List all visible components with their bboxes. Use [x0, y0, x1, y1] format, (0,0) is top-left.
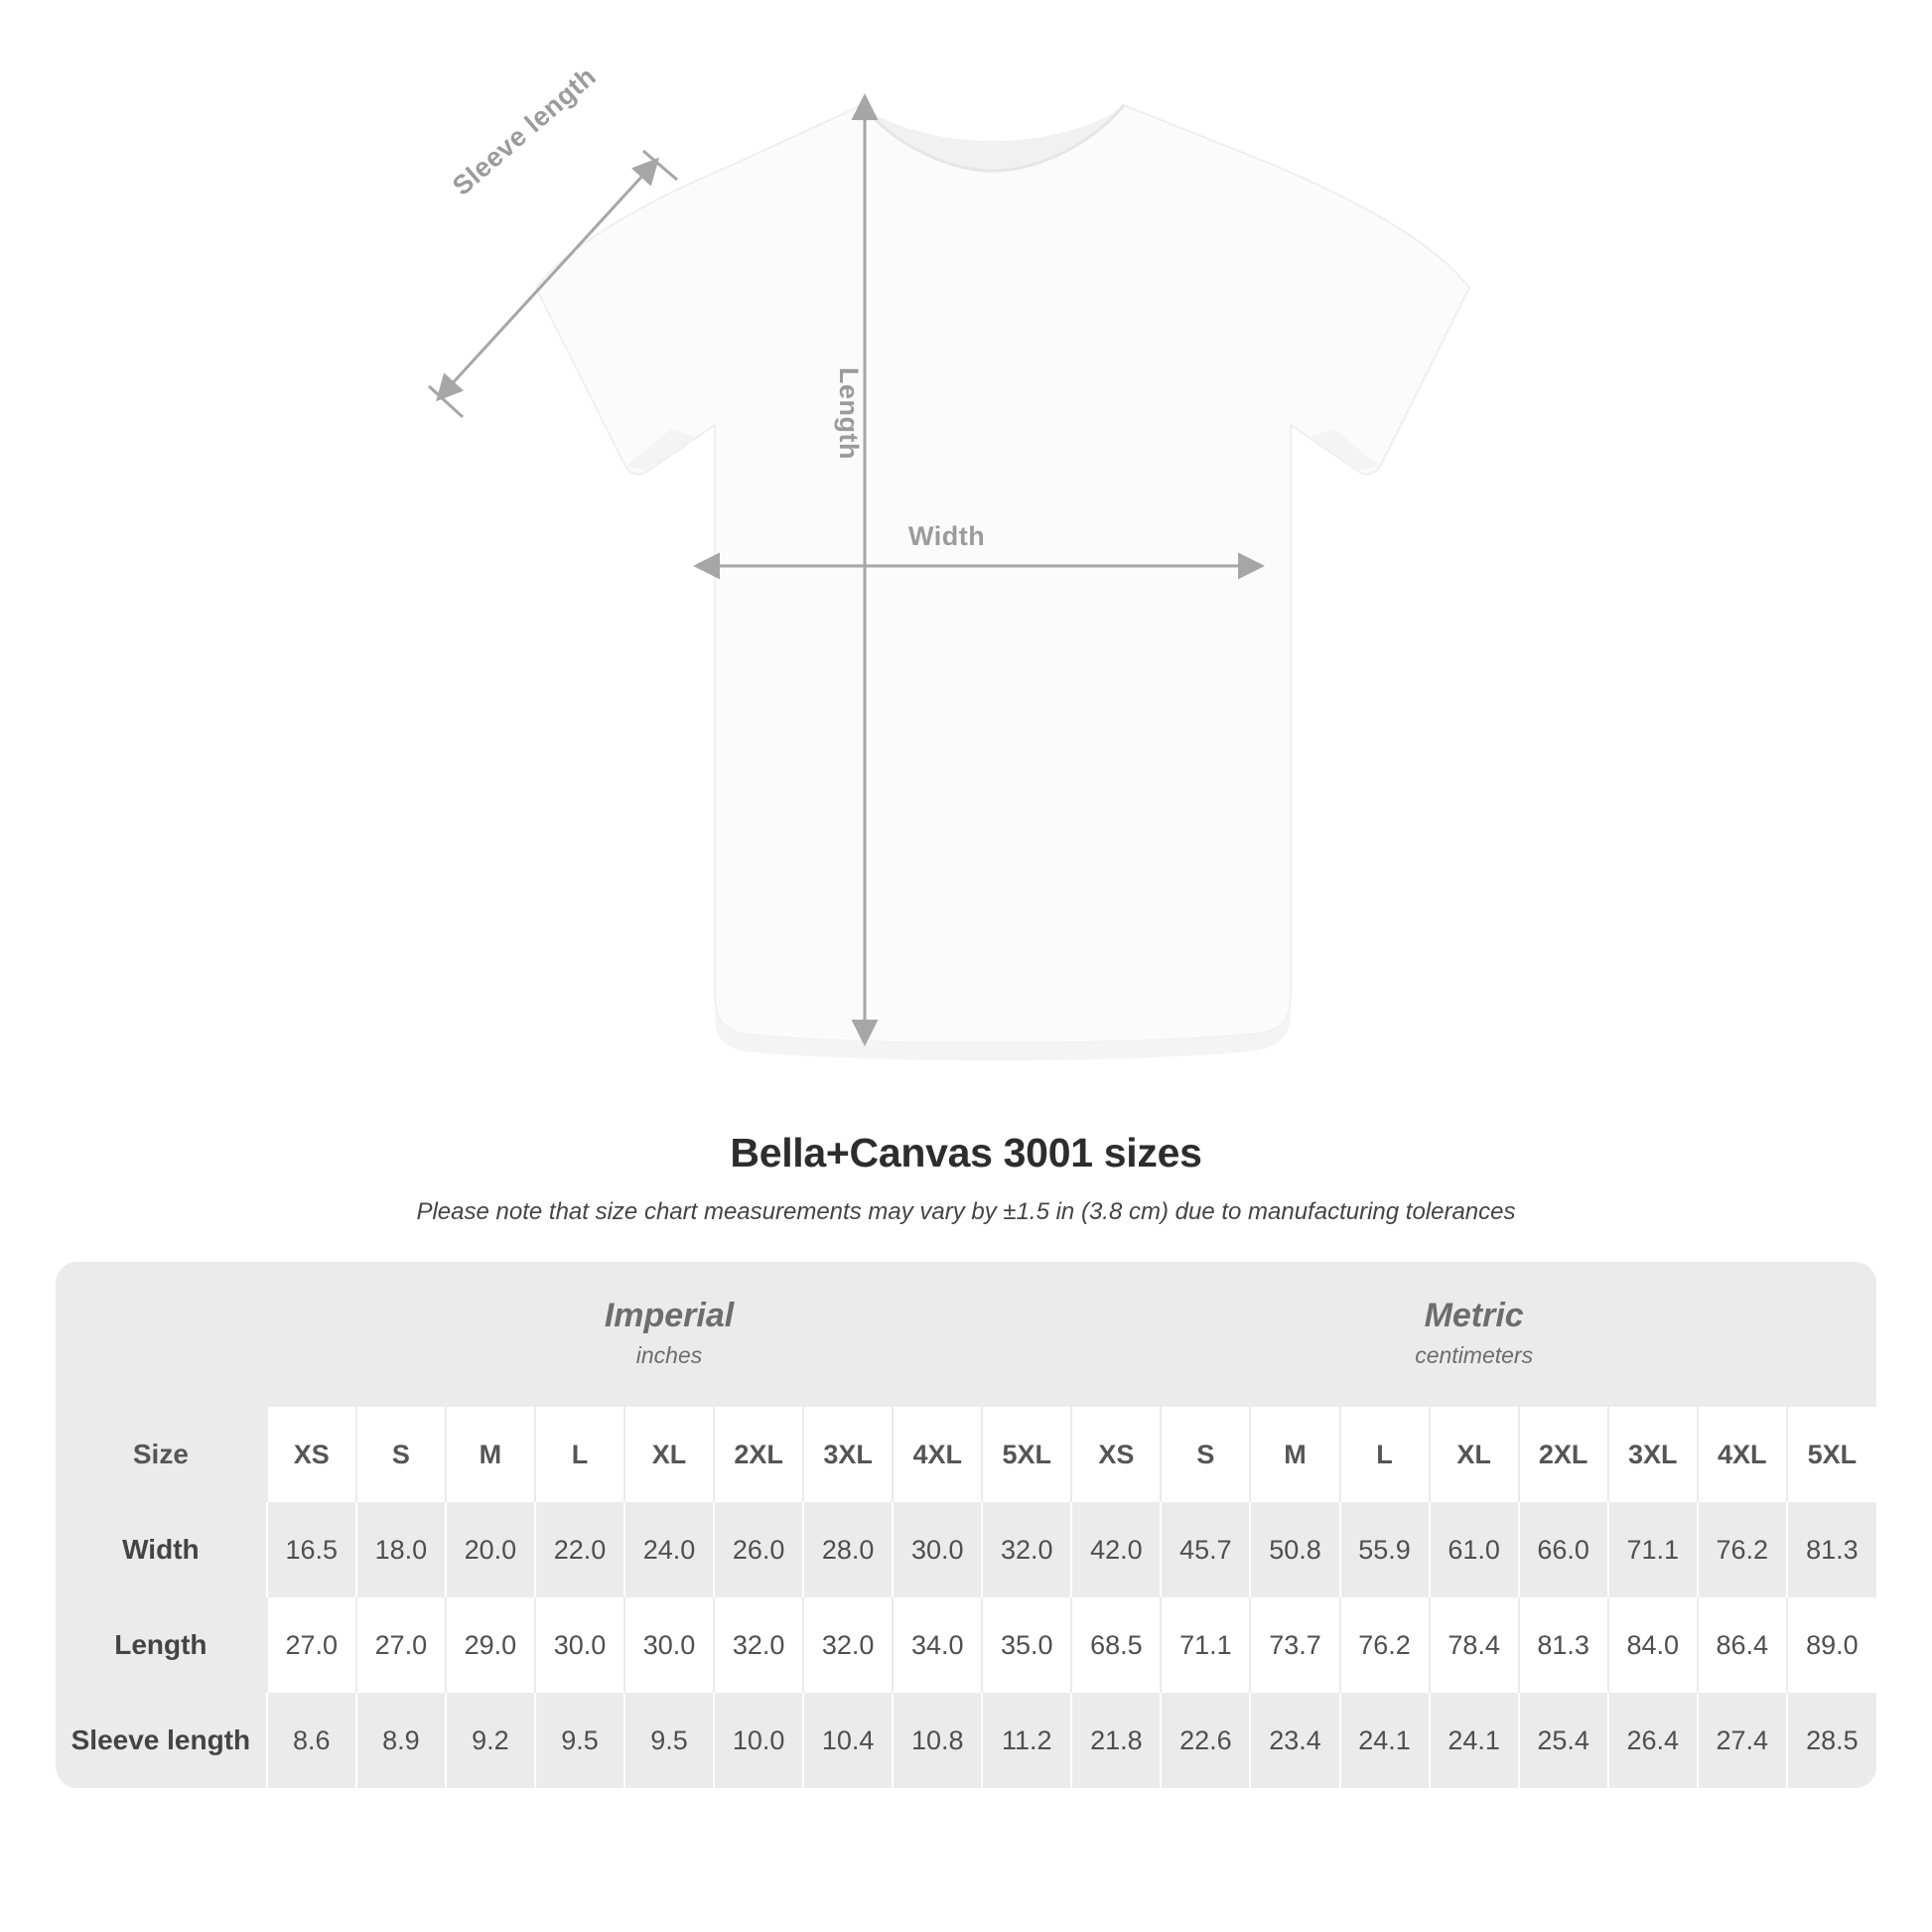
size-header-cell: M [1250, 1407, 1339, 1502]
size-header-cell: L [535, 1407, 624, 1502]
tolerance-note: Please note that size chart measurements may vary by ±1.5 in (3.8 cm) due to manufacturing tolerances [416, 1198, 1516, 1225]
title-block [0, 1130, 1932, 1226]
size-header-row [56, 1407, 1876, 1502]
imperial-sublabel: inches [635, 1341, 703, 1368]
table-cell: 24.1 [1430, 1693, 1519, 1788]
table-cell: 25.4 [1519, 1693, 1608, 1788]
table-cell: 28.5 [1787, 1693, 1876, 1788]
table-cell: 24.1 [1340, 1693, 1430, 1788]
length-dimension-label: Length [834, 367, 864, 460]
size-header-cell: 3XL [1608, 1407, 1698, 1502]
table-cell: 29.0 [446, 1597, 535, 1693]
size-header-cell: S [1161, 1407, 1250, 1502]
size-header-cell: S [356, 1407, 446, 1502]
metric-unit-header [1071, 1262, 1876, 1407]
table-cell: 26.0 [714, 1502, 803, 1597]
size-header-cell: 3XL [803, 1407, 893, 1502]
table-cell: 16.5 [267, 1502, 356, 1597]
table-cell: 9.5 [535, 1693, 624, 1788]
size-header-cell: XS [267, 1407, 356, 1502]
size-header-cell: XL [624, 1407, 714, 1502]
width-dimension-label: Width [908, 521, 986, 551]
table-cell: 84.0 [1608, 1597, 1698, 1693]
table-cell: 78.4 [1430, 1597, 1519, 1693]
table-row [56, 1693, 1876, 1788]
row-label-width: Width [56, 1502, 267, 1597]
table-cell: 81.3 [1787, 1502, 1876, 1597]
size-header-cell: L [1340, 1407, 1430, 1502]
table-cell: 8.9 [356, 1693, 446, 1788]
table-cell: 76.2 [1698, 1502, 1787, 1597]
table-cell: 86.4 [1698, 1597, 1787, 1693]
metric-label: Metric [1424, 1297, 1524, 1335]
size-header-cell: 4XL [1698, 1407, 1787, 1502]
table-cell: 76.2 [1340, 1597, 1430, 1693]
table-cell: 55.9 [1340, 1502, 1430, 1597]
table-cell: 73.7 [1250, 1597, 1339, 1693]
unit-row-spacer [56, 1262, 267, 1407]
table-cell: 30.0 [624, 1597, 714, 1693]
imperial-unit-header [267, 1262, 1072, 1407]
table-cell: 61.0 [1430, 1502, 1519, 1597]
table-cell: 32.0 [982, 1502, 1071, 1597]
table-cell: 18.0 [356, 1502, 446, 1597]
size-table-container [56, 1262, 1876, 1788]
table-cell: 35.0 [982, 1597, 1071, 1693]
table-cell: 10.8 [893, 1693, 982, 1788]
table-row [56, 1502, 1876, 1597]
table-cell: 22.0 [535, 1502, 624, 1597]
table-cell: 30.0 [893, 1502, 982, 1597]
size-header-cell: M [446, 1407, 535, 1502]
size-header-cell: 5XL [1787, 1407, 1876, 1502]
table-cell: 21.8 [1071, 1693, 1161, 1788]
table-cell: 68.5 [1071, 1597, 1161, 1693]
size-header-cell: XS [1071, 1407, 1161, 1502]
table-cell: 81.3 [1519, 1597, 1608, 1693]
sleeve-length-dimension-label: Sleeve length [447, 61, 602, 202]
table-cell: 28.0 [803, 1502, 893, 1597]
table-cell: 22.6 [1161, 1693, 1250, 1788]
table-cell: 26.4 [1608, 1693, 1698, 1788]
table-cell: 27.0 [356, 1597, 446, 1693]
table-cell: 32.0 [803, 1597, 893, 1693]
page-title: Bella+Canvas 3001 sizes [730, 1130, 1202, 1175]
table-cell: 66.0 [1519, 1502, 1608, 1597]
metric-sublabel: centimeters [1415, 1341, 1534, 1368]
size-table [56, 1262, 1876, 1788]
table-cell: 11.2 [982, 1693, 1071, 1788]
table-row [56, 1597, 1876, 1693]
table-cell: 20.0 [446, 1502, 535, 1597]
size-header-label: Size [56, 1407, 267, 1502]
table-cell: 10.0 [714, 1693, 803, 1788]
table-cell: 23.4 [1250, 1693, 1339, 1788]
table-cell: 27.4 [1698, 1693, 1787, 1788]
table-cell: 32.0 [714, 1597, 803, 1693]
table-cell: 50.8 [1250, 1502, 1339, 1597]
size-header-cell: 2XL [714, 1407, 803, 1502]
table-cell: 89.0 [1787, 1597, 1876, 1693]
table-cell: 71.1 [1608, 1502, 1698, 1597]
table-cell: 27.0 [267, 1597, 356, 1693]
imperial-label: Imperial [604, 1297, 735, 1335]
unit-header-row [56, 1262, 1876, 1407]
table-cell: 9.5 [624, 1693, 714, 1788]
table-cell: 45.7 [1161, 1502, 1250, 1597]
row-label-length: Length [56, 1597, 267, 1693]
size-header-cell: XL [1430, 1407, 1519, 1502]
size-header-cell: 2XL [1519, 1407, 1608, 1502]
size-header-cell: 4XL [893, 1407, 982, 1502]
table-cell: 42.0 [1071, 1502, 1161, 1597]
table-cell: 24.0 [624, 1502, 714, 1597]
table-cell: 34.0 [893, 1597, 982, 1693]
size-header-cell: 5XL [982, 1407, 1071, 1502]
table-cell: 8.6 [267, 1693, 356, 1788]
table-cell: 9.2 [446, 1693, 535, 1788]
table-cell: 30.0 [535, 1597, 624, 1693]
table-cell: 71.1 [1161, 1597, 1250, 1693]
row-label-sleeve-length: Sleeve length [56, 1693, 267, 1788]
table-cell: 10.4 [803, 1693, 893, 1788]
